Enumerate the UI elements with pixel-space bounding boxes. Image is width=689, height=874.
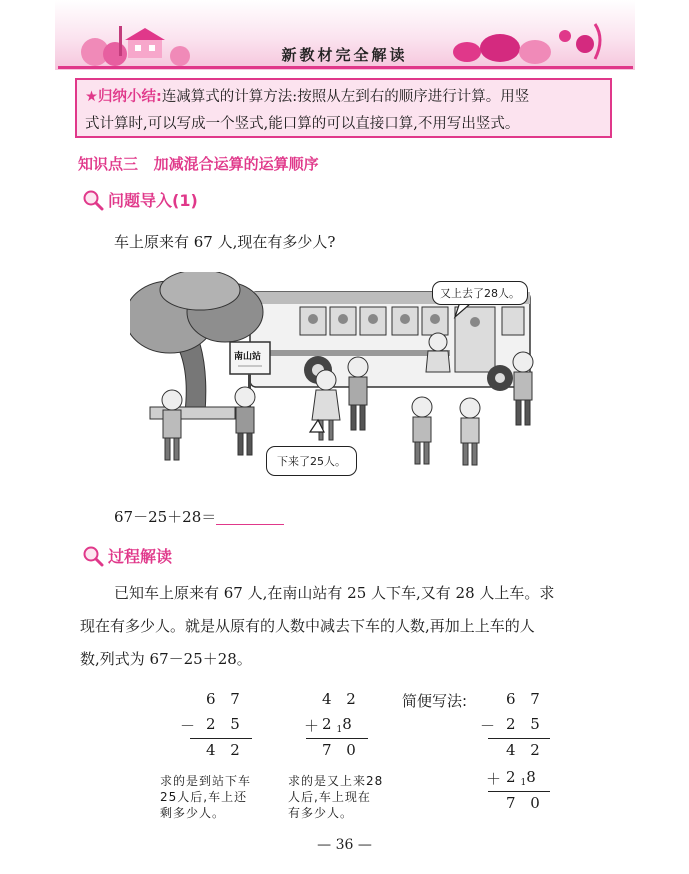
simplified-form-label: 简便写法:	[402, 692, 468, 710]
calc2-bottom-ones: 8	[342, 715, 357, 733]
header-rule	[58, 66, 633, 69]
calc1-result: 4 2	[206, 741, 245, 759]
calc1-bottom: 2 5	[206, 715, 245, 733]
calc3-row-5: 7 0	[506, 794, 545, 812]
magnifier-icon	[82, 545, 104, 567]
speech-bubble-alighted: 下来了25人。	[266, 446, 357, 476]
answer-blank	[216, 524, 284, 525]
summary-line-1	[85, 84, 602, 111]
header-title: 新教材完全解读	[281, 46, 408, 64]
calc2-note	[288, 773, 383, 821]
calc2-bottom-tens: 2	[322, 715, 337, 733]
calc3-row-2: 2 5	[506, 715, 545, 733]
calc1-top: 6 7	[206, 690, 245, 708]
speech-bubble-boarded: 又上去了28人。	[432, 281, 528, 305]
calc3-row-4-tens: 2	[506, 768, 521, 786]
summary-box	[75, 78, 612, 138]
calc2-top: 4 2	[322, 690, 361, 708]
calc2-carry: 1	[336, 725, 343, 735]
knowledge-point-heading: 知识点三 加减混合运算的运算顺序	[78, 155, 319, 173]
magnifier-icon	[82, 189, 104, 211]
calc3-row-1: 6 7	[506, 690, 545, 708]
bus-stop-illustration	[130, 272, 540, 487]
calc2-bottom	[322, 715, 357, 733]
process-text-line-1: 已知车上原来有 67 人,在南山站有 25 人下车,又有 28 人上车。求	[114, 584, 555, 602]
calc1-note-line-2: 25人后,车上还	[160, 790, 248, 804]
calc3-row-3: 4 2	[506, 741, 545, 759]
summary-label: ★归纳小结:	[85, 89, 162, 105]
calc3-rule-2	[488, 791, 550, 792]
calc3-operator-2: ＋	[486, 770, 507, 788]
summary-text-2: 式计算时,可以写成一个竖式,能口算的可以直接口算,不用写出竖式。	[85, 116, 520, 132]
vertical-addition	[298, 690, 388, 770]
calc2-rule	[306, 738, 368, 739]
section-title-intro: 问题导入(1)	[108, 191, 198, 210]
process-text-line-3: 数,列式为 67－25＋28。	[80, 650, 252, 668]
equation-text: 67－25＋28＝	[114, 508, 217, 526]
summary-text-1: 连减算式的计算方法:按照从左到右的顺序进行计算。用竖	[161, 89, 530, 105]
process-text-line-2: 现在有多少人。就是从原有的人数中减去下车的人数,再加上上车的人	[80, 617, 535, 635]
vertical-combined-calculation	[478, 690, 568, 820]
section-title-process: 过程解读	[108, 547, 173, 566]
question-text: 车上原来有 67 人,现在有多少人?	[114, 233, 336, 251]
page-number: — 36 —	[317, 837, 372, 853]
calc2-note-line-1: 求的是又上来28	[288, 774, 384, 788]
calc1-rule	[190, 738, 252, 739]
calc3-operator-1: －	[480, 717, 501, 735]
calc1-note-line-3: 剩多少人。	[160, 806, 226, 820]
calc3-carry: 1	[520, 778, 527, 788]
vertical-subtraction	[180, 690, 270, 770]
station-sign-label: 南山站	[234, 352, 262, 362]
section-heading-intro	[82, 188, 198, 211]
calc2-result: 7 0	[322, 741, 361, 759]
calc3-row-4	[506, 768, 541, 786]
section-heading-process	[82, 544, 172, 567]
calc2-operator: ＋	[304, 717, 325, 735]
calc1-note-line-1: 求的是到站下车	[160, 774, 252, 788]
calc1-note	[160, 773, 251, 821]
calc3-rule-1	[488, 738, 550, 739]
calc2-note-line-3: 有多少人。	[288, 806, 354, 820]
calc1-operator: －	[180, 717, 201, 735]
calc3-row-4-ones: 8	[526, 768, 541, 786]
calc2-note-line-2: 人后,车上现在	[288, 790, 371, 804]
